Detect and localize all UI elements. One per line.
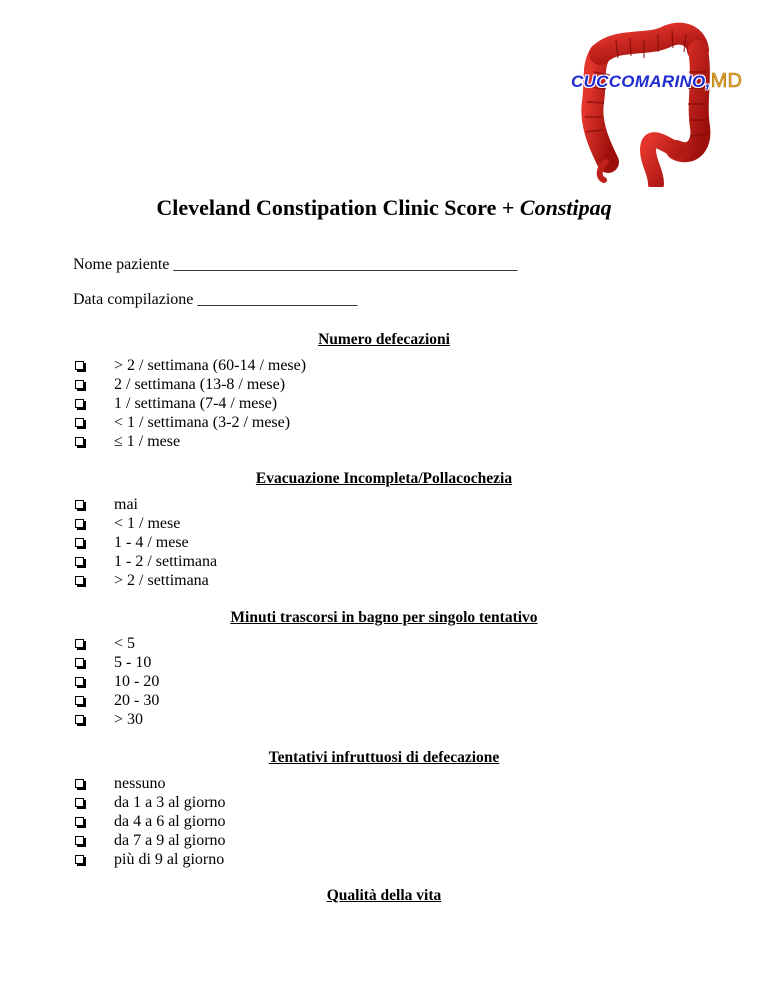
colon-logo-icon — [568, 22, 718, 187]
option-item[interactable] — [73, 672, 159, 691]
checkbox-icon[interactable] — [75, 538, 84, 547]
checkbox-icon[interactable] — [75, 639, 84, 648]
option-item[interactable] — [73, 394, 306, 413]
option-item[interactable] — [73, 850, 226, 869]
options-list — [73, 634, 159, 729]
option-item[interactable] — [73, 634, 159, 653]
title-main: Cleveland Constipation Clinic Score + — [156, 195, 520, 220]
section-heading: Evacuazione Incompleta/Pollacochezia — [255, 470, 513, 487]
option-item[interactable] — [73, 514, 217, 533]
option-label: 1 - 4 / mese — [114, 533, 189, 551]
option-item[interactable] — [73, 831, 226, 850]
checkbox-icon[interactable] — [75, 779, 84, 788]
checkbox-icon[interactable] — [75, 437, 84, 446]
option-item[interactable] — [73, 710, 159, 729]
logo-suffix: MD — [710, 70, 743, 92]
option-item[interactable] — [73, 533, 217, 552]
option-label: 10 - 20 — [114, 672, 160, 690]
options-list — [73, 356, 306, 451]
option-label: 1 - 2 / settimana — [114, 552, 218, 570]
checkbox-icon[interactable] — [75, 677, 84, 686]
options-list — [73, 774, 226, 869]
option-label: da 1 a 3 al giorno — [114, 793, 226, 811]
option-label: > 2 / settimana — [114, 571, 209, 589]
option-label: < 5 — [114, 634, 136, 652]
checkbox-icon[interactable] — [75, 418, 84, 427]
section-heading: Tentativi infruttuosi di defecazione — [268, 749, 500, 766]
option-item[interactable] — [73, 691, 159, 710]
checkbox-icon[interactable] — [75, 855, 84, 864]
option-label: 20 - 30 — [114, 691, 160, 709]
option-item[interactable] — [73, 432, 306, 451]
section-heading: Minuti trascorsi in bagno per singolo tentativo — [230, 609, 538, 626]
date-field[interactable]: Data compilazione ____________________ — [73, 291, 358, 308]
option-label: mai — [114, 495, 138, 513]
option-label: > 30 — [114, 710, 144, 728]
section-heading: Numero defecazioni — [318, 331, 450, 348]
option-item[interactable] — [73, 552, 217, 571]
patient-name-field[interactable]: Nome paziente ___________________________________________ — [73, 256, 518, 273]
checkbox-icon[interactable] — [75, 519, 84, 528]
option-label: < 1 / mese — [114, 514, 181, 532]
checkbox-icon[interactable] — [75, 836, 84, 845]
checkbox-icon[interactable] — [75, 696, 84, 705]
option-item[interactable] — [73, 774, 226, 793]
checkbox-icon[interactable] — [75, 557, 84, 566]
option-label: da 7 a 9 al giorno — [114, 831, 226, 849]
page-title — [0, 195, 768, 221]
checkbox-icon[interactable] — [75, 798, 84, 807]
option-label: nessuno — [114, 774, 166, 792]
title-italic: Constipaq — [519, 195, 612, 220]
option-label: più di 9 al giorno — [114, 850, 225, 868]
option-label: 2 / settimana (13-8 / mese) — [114, 375, 286, 393]
checkbox-icon[interactable] — [75, 361, 84, 370]
option-label: da 4 a 6 al giorno — [114, 812, 226, 830]
option-label: < 1 / settimana (3-2 / mese) — [114, 413, 291, 431]
option-label: 1 / settimana (7-4 / mese) — [114, 394, 278, 412]
option-item[interactable] — [73, 495, 217, 514]
option-item[interactable] — [73, 812, 226, 831]
option-label: ≤ 1 / mese — [114, 432, 181, 450]
checkbox-icon[interactable] — [75, 500, 84, 509]
logo-name: CUCCOMARINO, — [571, 72, 711, 91]
checkbox-icon[interactable] — [75, 817, 84, 826]
options-list — [73, 495, 217, 590]
checkbox-icon[interactable] — [75, 715, 84, 724]
checkbox-icon[interactable] — [75, 399, 84, 408]
option-item[interactable] — [73, 571, 217, 590]
logo-wordmark — [571, 70, 742, 93]
checkbox-icon[interactable] — [75, 658, 84, 667]
option-item[interactable] — [73, 356, 306, 375]
option-item[interactable] — [73, 375, 306, 394]
option-label: 5 - 10 — [114, 653, 152, 671]
option-label: > 2 / settimana (60-14 / mese) — [114, 356, 307, 374]
checkbox-icon[interactable] — [75, 380, 84, 389]
option-item[interactable] — [73, 653, 159, 672]
option-item[interactable] — [73, 793, 226, 812]
checkbox-icon[interactable] — [75, 576, 84, 585]
section-heading: Qualità della vita — [326, 887, 442, 904]
option-item[interactable] — [73, 413, 306, 432]
